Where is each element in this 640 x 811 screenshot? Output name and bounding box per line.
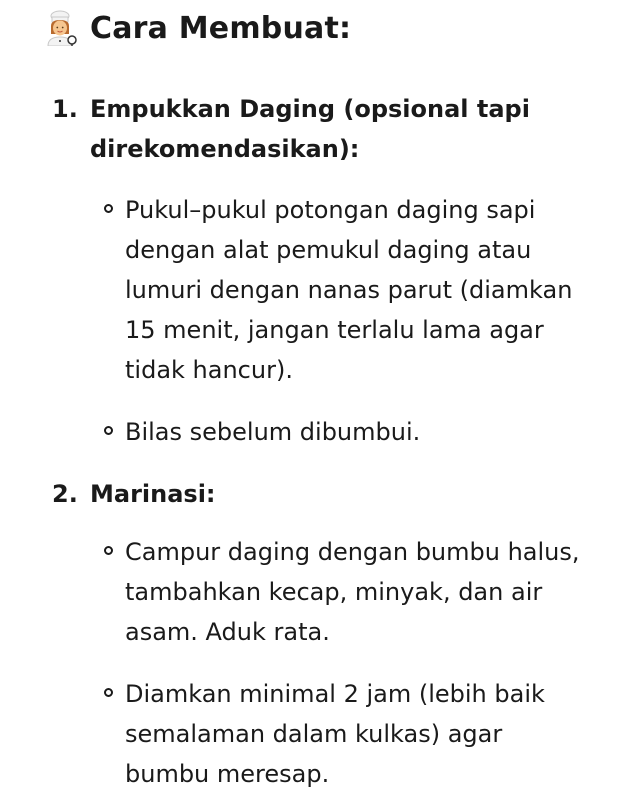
list-item-text: Campur daging dengan bumbu halus, tambahkan kecap, minyak, dan air asam. Aduk rata. <box>125 538 580 646</box>
list-item-text: Bilas sebelum dibumbui. <box>125 418 421 446</box>
list-item-text: Diamkan minimal 2 jam (lebih baik semalaman dalam kulkas) agar bumbu meresap. <box>125 680 545 788</box>
list-item <box>104 412 624 452</box>
list-item <box>104 674 624 794</box>
hollow-bullet-icon <box>104 546 113 555</box>
list-item <box>104 190 624 390</box>
hollow-bullet-icon <box>104 204 113 213</box>
hollow-bullet-icon <box>104 426 113 435</box>
heading-title: Cara Membuat: <box>90 10 352 46</box>
step-number: 2. <box>52 480 78 508</box>
step-title: Empukkan Daging (opsional tapi direkomendasikan): <box>90 95 530 163</box>
list-item <box>104 532 624 652</box>
step-number: 1. <box>52 95 78 123</box>
step-title: Marinasi: <box>90 480 216 508</box>
section-heading <box>42 6 351 50</box>
hollow-bullet-icon <box>104 688 113 697</box>
list-item-text: Pukul–pukul potongan daging sapi dengan alat pemukul daging atau lumuri dengan nanas parut (diamkan 15 menit, jangan terlalu lama agar tidak hancur). <box>125 196 573 384</box>
chef-woman-icon <box>42 10 78 46</box>
